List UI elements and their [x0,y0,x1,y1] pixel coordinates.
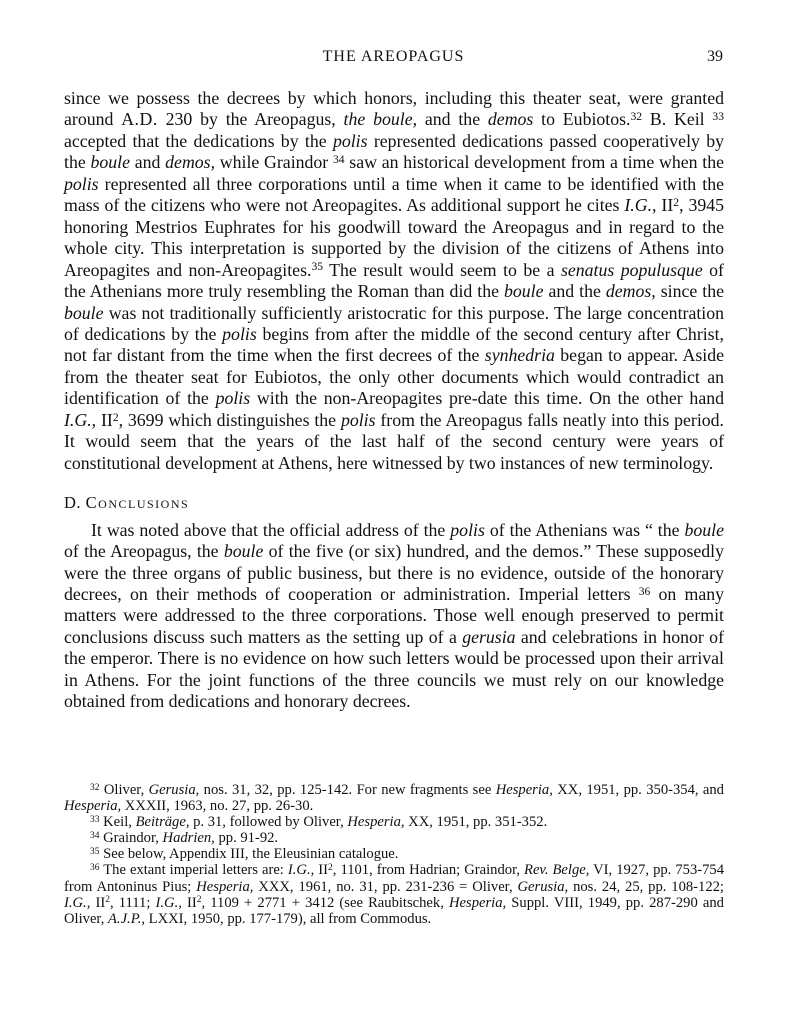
text-run: VI, 1927, pp. 753-754 from Antoninus Pius; [64,862,724,895]
text-run: nos. 24, 25, pp. 108-122; [568,878,724,895]
section-letter: D. [64,493,82,513]
superscript-run: 32 [630,110,643,124]
italic-run: gerusia [462,626,516,647]
footnote-32 [64,782,724,814]
superscript-run: 2 [112,410,119,424]
paragraph-areopagus-polis [64,88,724,474]
text-run: XXX, 1961, no. 31, pp. 231-236 = Oliver, [253,878,518,895]
italic-run: Hesperia, [449,894,507,911]
text-run: II [656,195,674,216]
italic-run: Hesperia, [495,782,553,798]
superscript-run: 2 [196,895,202,906]
italic-run: polis [222,323,257,344]
italic-run: Rev. Belge, [524,862,590,879]
superscript-run: 34 [90,831,100,842]
page-number: 39 [707,48,723,65]
superscript-run: 36 [638,584,651,598]
italic-run: Hesperia, [196,878,254,895]
italic-run: Gerusia, [517,878,569,895]
italic-run: I.G., [64,409,97,430]
italic-run: I.G., [155,894,182,911]
text-run: The extant imperial letters are: [99,862,288,879]
text-run: The result would seem to be a [323,259,561,280]
superscript-run: 2 [105,895,110,906]
text-run: , 3945 honoring Mestrios Euphrates for his goodwill toward the Areopagus and in regard to the whole city. This interpretation is supported by the division of the citizens of Athens into Areopagites and non-Areopagites. [64,195,725,280]
text-run: II [181,894,197,911]
superscript-run: 33 [90,814,100,825]
italic-run: polis [340,409,376,430]
text-run: accepted that the dedications by the [64,130,333,151]
italic-run: polis [450,519,485,540]
text-run: since the [655,281,724,302]
text-run: from the Areopagus falls neatly into this period. It would seem that the years of the last half of the second century were years of constitutional development at Athens, here witnessed by two instances of new terminology. [64,409,724,473]
italic-run: boule [684,519,724,540]
italic-run: boule [503,281,544,302]
superscript-run: 35 [90,847,100,858]
text-run: B. Keil [642,109,713,130]
italic-run: I.G., [287,862,315,879]
text-run: XX, 1951, pp. 351-352. [404,814,548,831]
text-run: II [90,894,106,911]
text-run: Oliver, [99,782,149,798]
italic-run: demos, [165,152,216,173]
italic-run: demos [487,109,534,130]
italic-run: boule [64,302,104,323]
text-run: begins from after the middle of the second century after Christ, not far distant from the time when the first decrees of the [64,323,724,366]
text-run: with the non-Areopagites pre-date this time. On the other hand [250,388,724,409]
text-run: 230 by the Areopagus, [157,109,344,130]
italic-run: polis [332,130,368,151]
running-header [64,48,723,78]
superscript-run: 35 [311,260,323,274]
text-run: was not traditionally sufficiently aristocratic for this purpose. The large concentration of dedications by the [64,302,724,344]
text-run: began to appear. Aside from the theater seat for Eubiotos, the only other documents which would contradict an identification of the [64,345,724,409]
text-run: II [96,409,113,430]
text-run: of the Athenians was “ the [484,519,685,540]
main-text [64,88,724,713]
text-run: , 3699 which distinguishes the [118,409,341,430]
text-run: pp. 91-92. [214,830,279,847]
text-run: saw an historical development from a time when the [344,152,724,173]
italic-run: Gerusia, [148,782,200,798]
section-title: Conclusions [85,493,190,513]
text-run: of the Areopagus, the [64,541,224,562]
superscript-run: 33 [712,110,724,124]
text-run: , 1109 + 2771 + 3412 (see Raubitschek, [201,894,449,911]
italic-run: senatus populusque [560,259,703,280]
text-run: and the [543,281,606,302]
superscript-run: 36 [90,863,100,874]
text-run: p. 31, followed by Oliver, [189,814,348,831]
running-title: THE AREOPAGUS [322,48,465,65]
text-run: represented dedications passed cooperatively by the [64,130,724,173]
italic-run: polis [64,173,99,194]
superscript-run: 2 [673,196,680,210]
text-run: , 1101, from Hadrian; Graindor, [332,862,525,879]
italic-run: synhedria [484,345,555,366]
text-run: on many matters were addressed to the three corporations. Those well enough preserved to permit conclusions discuss such matters as the setting up of a [64,583,724,647]
italic-run: boule [223,541,264,562]
superscript-run: 34 [332,153,345,167]
text-run: and [129,152,166,173]
footnote-36 [64,862,724,926]
text-run: Keil, [99,814,136,831]
footnote-34 [64,830,724,846]
text-run: of the five (or six) hundred, and the demos.” These supposedly were the three organs of public business, but there is no evidence, outside of the honorary decrees, on their methods of cooperation or administration. Imperial letters [64,541,724,604]
text-run: since we possess the decrees by which honors, including this theater seat, were granted around [64,88,724,130]
italic-run: polis [215,388,251,409]
section-heading-conclusions [64,492,724,513]
text-run: , 1111; [109,894,156,911]
text-run: of the Athenians more truly resembling the Roman than did the [64,259,724,302]
text-run: Graindor, [99,830,163,847]
footnote-35 [64,846,724,862]
italic-run: I.G., [624,195,657,216]
italic-run: Hesperia, [347,814,405,831]
italic-run: A.J.P., [108,910,146,927]
paragraph-conclusions [64,520,724,713]
text-run: II [314,862,329,879]
italic-run: boule [90,152,130,173]
text-run: XXXII, 1963, no. 27, pp. 26-30. [121,798,314,815]
small-caps-run: A.D. [121,109,158,130]
italic-run: the boule, [343,109,418,130]
footnote-33 [64,814,724,830]
italic-run: I.G., [64,894,91,911]
text-run: See below, Appendix III, the Eleusinian catalogue. [99,846,399,863]
text-run: represented all three corporations until a time when it came to be identified with the mass of the citizens who were not Areopagites. As additional support he cites [64,173,724,216]
superscript-run: 2 [328,863,333,874]
italic-run: demos, [605,281,656,302]
text-run: and celebrations in honor of the emperor. There is no evidence on how such letters would be processed upon their arrival in Athens. For the joint functions of the three councils we must rely on our knowledge obtained from dedications and honorary decrees. [64,626,724,712]
italic-run: Hesperia, [64,798,122,815]
text-run: LXXI, 1950, pp. 177-179), all from Commodus. [145,910,432,927]
italic-run: Beiträge, [135,814,190,831]
text-run: to Eubiotos. [533,109,631,130]
text-run: It was noted above that the official address of the [91,519,451,540]
text-run: and the [417,109,488,130]
text-run: XX, 1951, pp. 350-354, and [552,782,724,798]
italic-run: Hadrien, [162,830,215,847]
footnotes [64,782,724,927]
text-run: nos. 31, 32, pp. 125-142. For new fragments see [199,782,496,798]
superscript-run: 32 [90,782,100,793]
text-run: Suppl. VIII, 1949, pp. 287-290 and Oliver, [64,894,724,927]
text-run: while Graindor [215,152,333,173]
